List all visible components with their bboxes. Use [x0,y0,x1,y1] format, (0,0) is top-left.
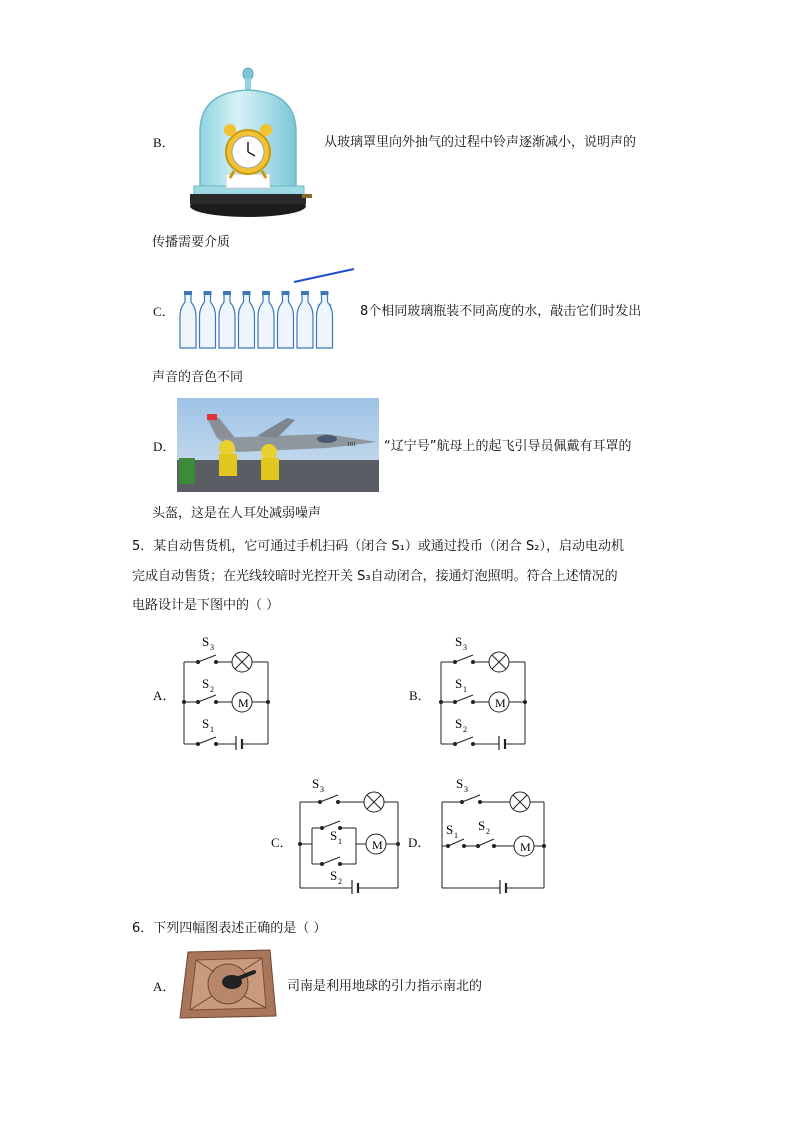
switch-label: S [330,828,338,843]
question-6-line1: 6．下列四幅图表述正确的是（ ） [132,921,327,936]
circuit-b-letter: B． [409,688,431,703]
svg-text:3: 3 [320,785,324,794]
switch-label: S [202,634,210,649]
switch-label: S [455,716,463,731]
switch-label: S [330,868,338,883]
circuit-d [434,772,550,894]
svg-text:1: 1 [338,837,342,846]
svg-text:2: 2 [338,877,342,886]
glass-bottle [180,291,196,348]
carrier-deck-photo [177,398,379,492]
svg-text:2: 2 [210,685,214,694]
bell-jar-image [190,66,314,224]
circuit-c-letter: C． [271,835,293,850]
option-c-text-line1: 8个相同玻璃瓶装不同高度的水，敲击它们时发出 [360,304,642,319]
switch-label: S [455,634,463,649]
q6-option-a-letter: A． [153,979,176,994]
glass-bottle [297,291,313,348]
glass-bottle [200,291,216,348]
glass-bottle [258,291,274,348]
svg-text:1: 1 [463,685,467,694]
bottles-image [176,264,356,354]
option-b-text-line1: 从玻璃罩里向外抽气的过程中铃声逐渐减小，说明声的 [324,135,637,150]
circuit-a-letter: A． [153,688,176,703]
option-d-text-line1: “辽宁号”航母上的起飞引导员佩戴有耳罩的 [384,439,632,454]
question-5-line3: 电路设计是下图中的（ ） [132,598,280,613]
motor-label: M [520,840,531,854]
circuit-d-letter: D． [408,835,431,850]
switch-label: S [456,776,464,791]
motor-label: M [238,696,249,710]
question-5-line1: 5．某自动售货机，它可通过手机扫码（闭合 S₁）或通过投币（闭合 S₂），启动电动机 [132,539,624,554]
switch-label: S [312,776,320,791]
option-b-letter: B． [153,135,175,150]
switch-label: S [202,716,210,731]
motor-label: M [372,838,383,852]
circuit-b [433,628,533,750]
glass-bottle [239,291,255,348]
switch-label: S [202,676,210,691]
svg-text:3: 3 [210,643,214,652]
svg-text:3: 3 [463,643,467,652]
question-5-line2: 完成自动售货；在光线较暗时光控开关 S₃自动闭合，接通灯泡照明。符合上述情况的 [132,569,618,584]
switch-label: S [446,822,454,837]
glass-bottle [278,291,294,348]
sinan-compass-image [178,948,278,1020]
option-c-text-line2: 声音的音色不同 [152,370,244,385]
option-d-letter: D． [153,439,176,454]
svg-text:3: 3 [464,785,468,794]
option-c-letter: C． [153,304,175,319]
jet-marking: 101 [347,442,356,448]
svg-text:1: 1 [454,831,458,840]
svg-text:1: 1 [210,725,214,734]
glass-bottle [219,291,235,348]
switch-label: S [478,818,486,833]
q6-option-a-text: 司南是利用地球的引力指示南北的 [287,979,483,994]
svg-text:2: 2 [486,827,490,836]
option-d-text-line2: 头盔，这是在人耳处减弱噪声 [152,506,322,521]
switch-label: S [455,676,463,691]
glass-bottle [317,291,333,348]
circuit-c [292,772,404,894]
circuit-a [176,628,276,750]
motor-label: M [495,696,506,710]
svg-text:2: 2 [463,725,467,734]
option-b-text-line2: 传播需要介质 [152,235,231,250]
